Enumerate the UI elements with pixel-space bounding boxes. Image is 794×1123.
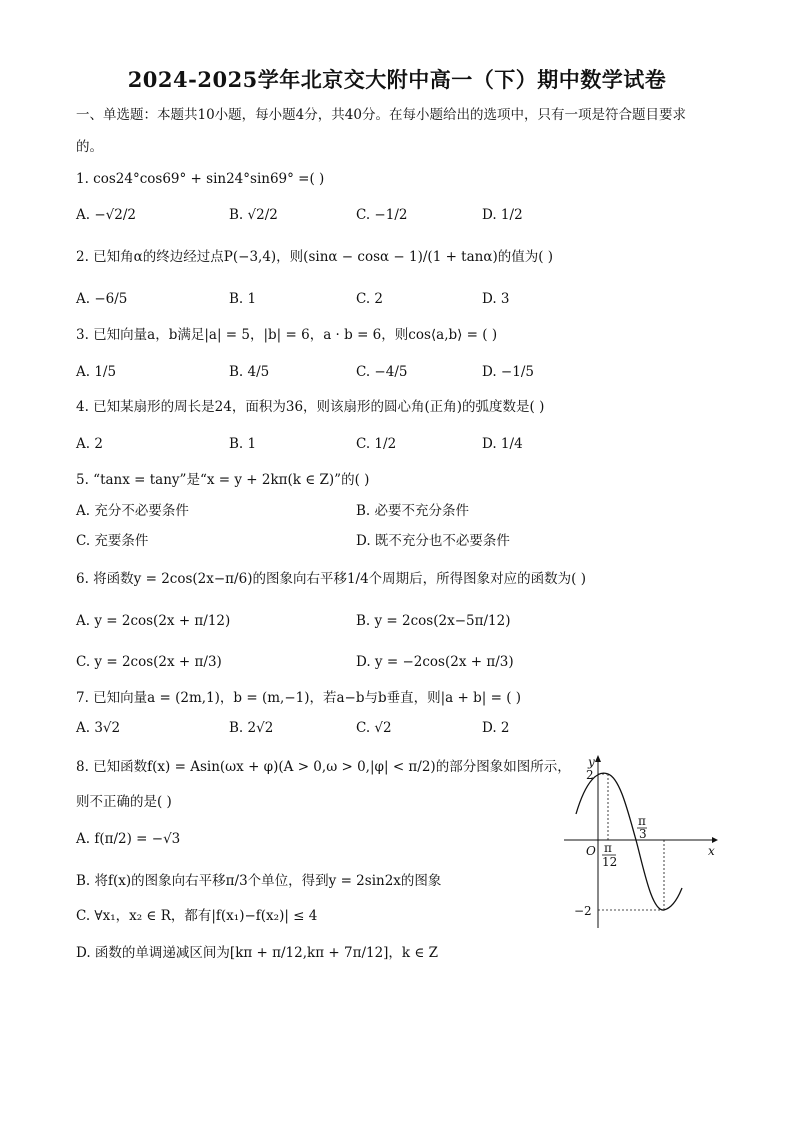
q7-option-a: A. 3√2 <box>76 720 121 736</box>
q1-option-c: C. −1/2 <box>356 207 408 223</box>
tick-pi3-denominator: 3 <box>639 827 647 841</box>
q6-option-b: B. y = 2cos(2x−5π/12) <box>356 613 511 629</box>
q1-option-a: A. −√2/2 <box>76 207 136 223</box>
q6-option-c: C. y = 2cos(2x + π/3) <box>76 654 222 670</box>
q6-option-d: D. y = −2cos(2x + π/3) <box>356 654 514 670</box>
q4-option-a: A. 2 <box>76 436 103 452</box>
question-5-stem: 5. “tanx = tany”是“x = y + 2kπ(k ∈ Z)”的( ) <box>76 472 370 488</box>
x-axis-arrow <box>712 837 718 843</box>
question-3-stem: 3. 已知向量a，b满足|a| = 5，|b| = 6，a · b = 6，则cos⟨a,b⟩ = ( ) <box>76 327 498 343</box>
q7-option-d: D. 2 <box>482 720 510 736</box>
q5-option-d: D. 既不充分也不必要条件 <box>356 533 510 549</box>
question-8-stem: 8. 已知函数f(x) = Asin(ωx + φ)(A > 0,ω > 0,|φ| < π/2)的部分图象如图所示， <box>76 759 571 775</box>
sine-graph-figure <box>558 752 718 932</box>
y-axis-label: y <box>588 755 595 769</box>
q7-option-b: B. 2√2 <box>229 720 274 736</box>
q3-option-c: C. −4/5 <box>356 364 408 380</box>
origin-label: O <box>586 844 596 858</box>
sine-curve <box>576 773 682 910</box>
q6-option-a: A. y = 2cos(2x + π/12) <box>76 613 231 629</box>
q7-option-c: C. √2 <box>356 720 392 736</box>
q8-option-b: B. 将f(x)的图象向右平移π/3个单位，得到y = 2sin2x的图象 <box>76 873 442 889</box>
q5-option-a: A. 充分不必要条件 <box>76 503 189 519</box>
question-1-stem: 1. cos24°cos69° + sin24°sin69° =( ) <box>76 171 325 187</box>
q4-option-c: C. 1/2 <box>356 436 397 452</box>
tick-pi12-denominator: 12 <box>602 855 618 869</box>
section-instructions-line1: 一、单选题：本题共10小题，每小题4分，共40分。在每小题给出的选项中，只有一项是符合题目要求 <box>76 107 686 123</box>
q2-option-c: C. 2 <box>356 291 384 307</box>
question-7-stem: 7. 已知向量a = (2m,1)，b = (m,−1)，若a−b与b垂直，则|a + b| = ( ) <box>76 690 522 706</box>
q2-option-a: A. −6/5 <box>76 291 128 307</box>
tick-pi12-numerator: π <box>604 841 612 855</box>
q5-option-c: C. 充要条件 <box>76 533 149 549</box>
q1-option-b: B. √2/2 <box>229 207 278 223</box>
q4-option-d: D. 1/4 <box>482 436 523 452</box>
y-axis-arrow <box>595 755 601 762</box>
max-value-label: 2 <box>586 768 594 782</box>
q8-option-d: D. 函数的单调递减区间为[kπ + π/12,kπ + 7π/12]，k ∈ Z <box>76 945 439 961</box>
q5-option-b: B. 必要不充分条件 <box>356 503 470 519</box>
question-6-stem: 6. 将函数y = 2cos(2x−π/6)的图象向右平移1/4个周期后，所得图象对应的函数为( ) <box>76 571 587 587</box>
q2-option-d: D. 3 <box>482 291 510 307</box>
x-axis-label: x <box>708 844 715 858</box>
page-title: 2024-2025学年北京交大附中高一（下）期中数学试卷 <box>127 67 667 92</box>
question-4-stem: 4. 已知某扇形的周长是24，面积为36，则该扇形的圆心角(正角)的弧度数是( ) <box>76 399 545 415</box>
q8-option-c: C. ∀x₁，x₂ ∈ R，都有|f(x₁)−f(x₂)| ≤ 4 <box>76 908 318 924</box>
q3-option-b: B. 4/5 <box>229 364 270 380</box>
q8-option-a: A. f(π/2) = −√3 <box>76 831 181 847</box>
min-value-label: −2 <box>574 904 592 918</box>
tick-pi3-numerator: π <box>638 814 646 828</box>
section-instructions-line2: 的。 <box>76 139 103 155</box>
question-8-stem-cont: 则不正确的是( ) <box>76 794 172 810</box>
q3-option-a: A. 1/5 <box>76 364 117 380</box>
q2-option-b: B. 1 <box>229 291 257 307</box>
question-2-stem: 2. 已知角α的终边经过点P(−3,4)，则(sinα − cosα − 1)/(1 + tanα)的值为( ) <box>76 249 554 265</box>
q4-option-b: B. 1 <box>229 436 257 452</box>
q3-option-d: D. −1/5 <box>482 364 534 380</box>
q1-option-d: D. 1/2 <box>482 207 523 223</box>
